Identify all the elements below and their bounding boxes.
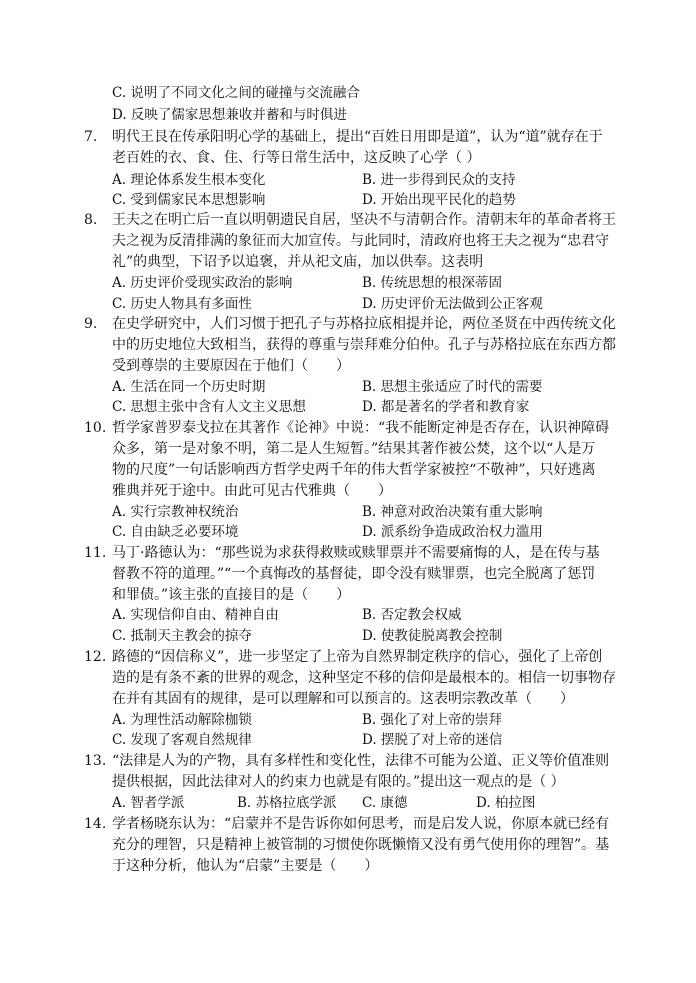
question-text: “法律是人为的产物，具有多样性和变化性，法律不可能为公道、正义等价值准则 <box>112 753 610 769</box>
option-c: C. 抵制天主教会的掠夺 <box>112 628 252 644</box>
question-text: 王夫之在明亡后一直以明朝遗民自居，坚决不与清朝合作。清朝末年的革命者将王 <box>112 212 616 228</box>
option-d: D. 柏拉图 <box>476 795 536 811</box>
question-text: 提供根据，因此法律对人的约束力也就是有限的。”提出这一观点的是（ ） <box>112 774 565 790</box>
option-c: C. 思想主张中含有人文主义思想 <box>112 399 306 415</box>
question-text: 礼”的典型，下诏予以追褒，并从祀文庙，加以供奉。这表明 <box>112 254 484 270</box>
question-number: 7. <box>84 129 98 145</box>
question-text: 明代王艮在传承阳明心学的基础上，提出“百姓日用即是道”，认为“道”就存在于 <box>112 129 603 145</box>
question-text: 哲学家普罗泰戈拉在其著作《论神》中说：“我不能断定神是否存在，认识神障碍 <box>112 420 610 436</box>
option-a: A. 历史评价受现实政治的影响 <box>112 275 293 291</box>
question-text: 在史学研究中，人们习惯于把孔子与苏格拉底相提并论，两位圣贤在中西传统文化 <box>112 316 616 332</box>
question-text: 马丁·路德认为：“那些说为求获得救赎或赎罪票并不需要痛悔的人，是在传与基 <box>112 545 600 561</box>
option-b: B. 神意对政治决策有重大影响 <box>362 504 543 520</box>
question-text: 夫之视为反清排满的象征而大加宣传。与此同时，清政府也将王夫之视为“忠君守 <box>112 233 610 249</box>
option-c: C. 说明了不同文化之间的碰撞与交流融合 <box>112 85 360 101</box>
question-number: 12. <box>84 649 107 665</box>
option-d: D. 开始出现平民化的趋势 <box>362 192 516 208</box>
option-a: A. 理论体系发生根本变化 <box>112 172 266 188</box>
question-text: 督教不符的道理。”“一个真悔改的基督徒，即令没有赎罪票，也完全脱离了惩罚 <box>112 566 596 582</box>
option-a: A. 实现信仰自由、精神自由 <box>112 607 279 623</box>
question-text: 在并有其固有的规律，是可以理解和可以预言的。这表明宗教改革（ ） <box>112 691 574 707</box>
question-text: 众多，第一是对象不明，第二是人生短暂。”结果其著作被公焚，这个以“人是万 <box>112 441 596 457</box>
option-d: D. 历史评价无法做到公正客观 <box>362 296 543 312</box>
option-c: C. 康德 <box>362 795 408 811</box>
question-text: 学者杨晓东认为：“启蒙并不是告诉你如何思考，而是启发人说，你原本就已经有 <box>112 816 610 832</box>
option-c: C. 受到儒家民本思想影响 <box>112 192 266 208</box>
question-text: 雅典并死于途中。由此可见古代雅典（ ） <box>112 483 392 499</box>
option-d: D. 派系纷争造成政治权力滥用 <box>362 524 543 540</box>
option-b: B. 传统思想的根深蒂固 <box>362 275 503 291</box>
question-number: 8. <box>84 212 98 228</box>
option-b: B. 苏格拉底学派 <box>237 795 337 811</box>
option-a: A. 为理性活动解除枷锁 <box>112 712 252 728</box>
option-a: A. 生活在同一个历史时期 <box>112 379 266 395</box>
question-text: 路德的“因信称义”，进一步坚定了上帝为自然界制定秩序的信心，强化了上帝创 <box>112 649 603 665</box>
question-text: 中的历史地位大致相当，获得的尊重与崇拜难分伯仲。孔子与苏格拉底在东西方都 <box>112 337 616 353</box>
question-text: 充分的理智，只是精神上被管制的习惯使你既懒惰又没有勇气使用你的理智”。基 <box>112 837 610 853</box>
question-text: 物的尺度”一句话影响西方哲学史两千年的伟大哲学家被控“不敬神”，只好逃离 <box>112 462 596 478</box>
question-number: 14. <box>84 816 107 832</box>
option-d: D. 都是著名的学者和教育家 <box>362 399 530 415</box>
option-d: D. 使教徒脱离教会控制 <box>362 628 503 644</box>
option-a: A. 实行宗教神权统治 <box>112 504 239 520</box>
option-c: C. 发现了客观自然规律 <box>112 732 252 748</box>
option-a: A. 智者学派 <box>112 795 185 811</box>
option-b: B. 强化了对上帝的崇拜 <box>362 712 503 728</box>
question-number: 13. <box>84 753 107 769</box>
question-text: 受到尊崇的主要原因在于他们（ ） <box>112 358 350 374</box>
option-c: C. 自由缺乏必要环境 <box>112 524 239 540</box>
question-text: 老百姓的衣、食、住、行等日常生活中，这反映了心学（ ） <box>112 150 481 166</box>
option-b: B. 进一步得到民众的支持 <box>362 172 516 188</box>
question-text: 于这种分析，他认为“启蒙”主要是（ ） <box>112 858 379 874</box>
option-b: B. 否定教会权威 <box>362 607 462 623</box>
question-number: 10. <box>84 420 107 436</box>
question-text: 和罪债。”该主张的直接目的是（ ） <box>112 587 351 603</box>
option-d: D. 摆脱了对上帝的迷信 <box>362 732 503 748</box>
option-b: B. 思想主张适应了时代的需要 <box>362 379 543 395</box>
question-number: 9. <box>84 316 98 332</box>
option-c: C. 历史人物具有多面性 <box>112 296 252 312</box>
option-d: D. 反映了儒家思想兼收并蓄和与时俱进 <box>112 107 347 123</box>
question-text: 造的是有条不紊的世界的观念，这种坚定不移的信仰是最根本的。相信一切事物存 <box>112 670 616 686</box>
question-number: 11. <box>84 545 107 561</box>
